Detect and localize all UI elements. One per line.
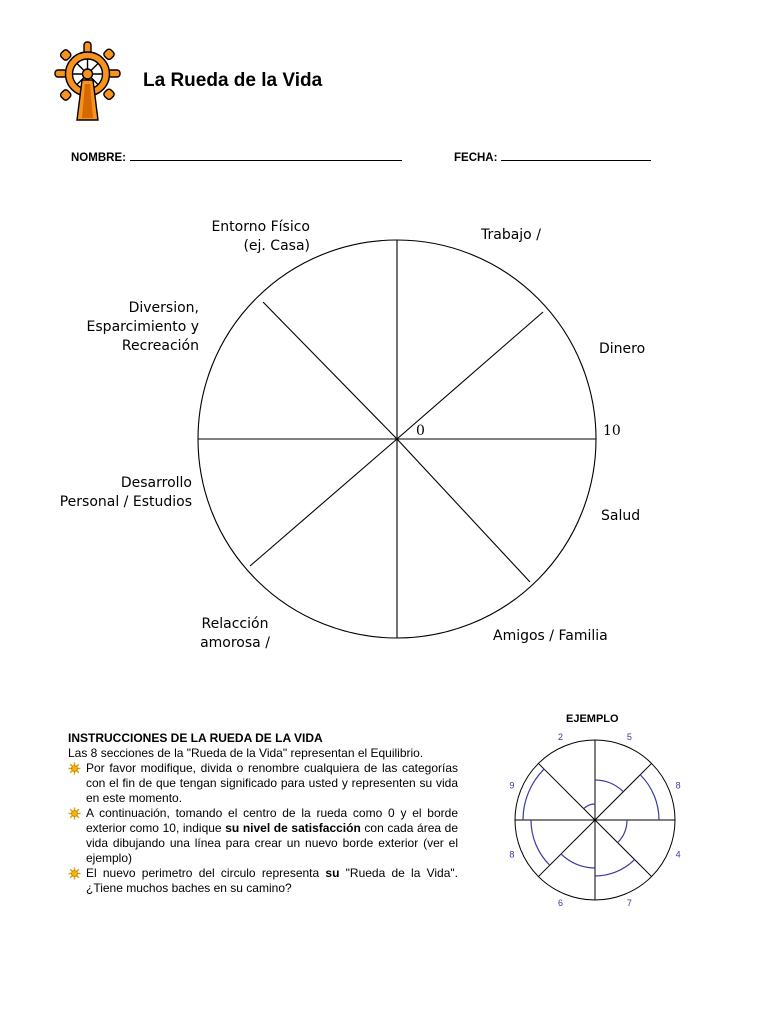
name-input-line[interactable] (130, 159, 402, 161)
instruction-item-text: con cada área de vida dibujando una línea para crear un nuevo borde exterior (ver el ejemplo) (86, 821, 459, 865)
example-wheel (500, 725, 690, 915)
label-entorno-line2: (ej. Casa) (243, 238, 310, 254)
example-satisfaction-arc (584, 804, 595, 809)
label-trabajo[interactable] (481, 226, 541, 245)
example-spoke (538, 763, 595, 820)
label-desarrollo-line1: Desarrollo (120, 475, 192, 491)
example-satisfaction-arc (595, 780, 623, 792)
instructions-list (68, 761, 458, 896)
instructions (68, 731, 458, 896)
label-diversion-line1: Diversion, (128, 300, 199, 316)
scale-min-label: 0 (416, 423, 425, 439)
label-amigos-line1: Amigos / Familia (493, 628, 608, 644)
example-title: EJEMPLO (566, 713, 619, 725)
label-trabajo-line1: Trabajo / (481, 227, 541, 243)
date-field[interactable] (454, 152, 651, 164)
label-relacion-line1: Relacción (201, 616, 269, 632)
example-value-label: 7 (626, 898, 632, 909)
label-entorno-line1: Entorno Físico (211, 219, 310, 235)
label-dinero-line1: Dinero (599, 341, 646, 357)
label-desarrollo[interactable] (30, 474, 192, 512)
example-value-label: 9 (509, 780, 515, 791)
instructions-intro: Las 8 secciones de la "Rueda de la Vida" representan el Equilibrio. (68, 746, 424, 760)
sun-bullet-icon (68, 762, 81, 775)
instruction-item-text: El nuevo perimetro del circulo representa (86, 866, 326, 880)
instruction-item-text: Por favor modifique, divida o renombre cualquiera de las categorías con el fin de que tengan significado para usted y representen su vida en este momento. (86, 761, 458, 805)
label-salud-line1: Salud (601, 508, 641, 524)
name-label: NOMBRE: (71, 152, 126, 164)
instructions-heading: INSTRUCCIONES DE LA RUEDA DE LA VIDA (68, 731, 323, 745)
example-satisfaction-arc (523, 769, 544, 820)
date-input-line[interactable] (501, 159, 651, 161)
instruction-item-text: A continuación, tomando el centro de la rueda como 0 y el borde exterior como 10, indique (86, 806, 458, 835)
example-value-label: 8 (675, 780, 681, 791)
label-relacion[interactable] (180, 615, 290, 653)
label-salud[interactable] (601, 507, 640, 526)
example-value-label: 5 (626, 731, 632, 742)
instruction-item (68, 806, 458, 866)
instruction-item-bold: su nivel de satisfacción (225, 821, 361, 835)
sun-bullet-icon (68, 807, 81, 820)
label-desarrollo-line2: Personal / Estudios (59, 494, 192, 510)
instruction-item (68, 866, 458, 896)
label-dinero[interactable] (599, 340, 645, 359)
label-diversion-line2: Esparcimiento y (86, 319, 199, 335)
label-entorno[interactable] (150, 218, 310, 256)
example-satisfaction-arc (595, 860, 635, 876)
instruction-item (68, 761, 458, 806)
example-value-label: 4 (675, 849, 681, 860)
scale-max-label: 10 (603, 423, 621, 439)
name-field[interactable] (71, 152, 402, 164)
label-diversion-line3: Recreación (121, 338, 199, 354)
example-satisfaction-arc (531, 820, 550, 865)
example-value-label: 6 (558, 898, 564, 909)
sun-bullet-icon (68, 867, 81, 880)
example-satisfaction-arc (640, 775, 659, 820)
example-spoke (538, 820, 595, 877)
ship-wheel-icon (52, 40, 122, 122)
instruction-item-bold: su (325, 866, 340, 880)
label-diversion[interactable] (48, 299, 199, 356)
example-satisfaction-arc (561, 854, 595, 868)
example-value-label: 8 (509, 849, 515, 860)
instruction-item-text: "Rueda de la Vida". ¿Tiene muchos baches en su camino? (86, 866, 458, 895)
example-value-label: 2 (558, 731, 564, 742)
example-satisfaction-arc (618, 820, 627, 843)
life-wheel[interactable] (190, 230, 620, 660)
page-title: La Rueda de la Vida (143, 70, 323, 91)
label-relacion-line2: amorosa / (200, 635, 270, 651)
date-label: FECHA: (454, 152, 498, 164)
label-amigos[interactable] (493, 627, 608, 646)
